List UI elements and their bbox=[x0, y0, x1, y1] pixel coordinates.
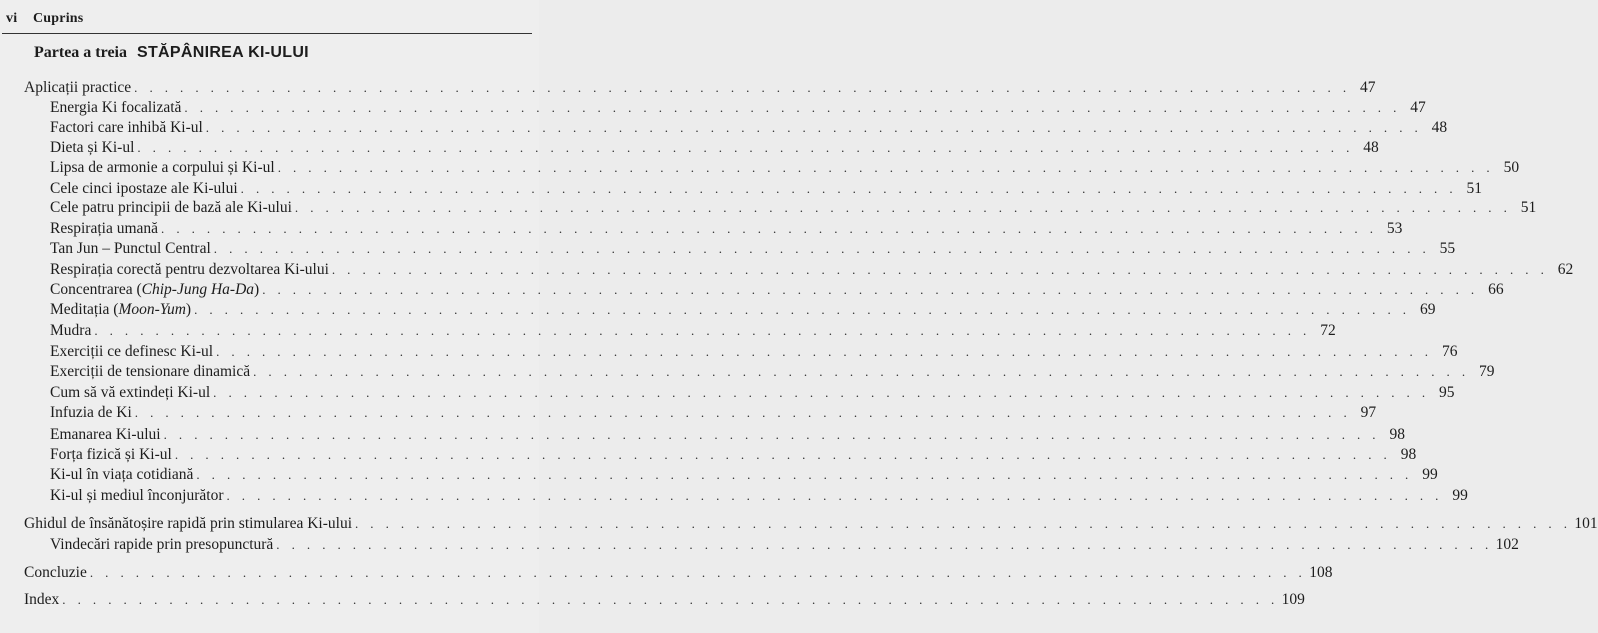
dot-leader: . . . . . . . . . . . . . . . . . . . . . . . . . . . . . . . . . . . . . . . . . . . . . . . . . . . . . . . . . . . . . . . . . . . . . . . . . . . . . . . . bbox=[253, 364, 1470, 379]
dot-leader: . . . . . . . . . . . . . . . . . . . . . . . . . . . . . . . . . . . . . . . . . . . . . . . . . . . . . . . . . . . . . . . . . . . . . . . . . . . . . . . . bbox=[205, 120, 1423, 135]
running-title: Cuprins bbox=[33, 11, 84, 26]
toc-entry-page: 99 bbox=[1422, 466, 1438, 483]
toc-entry-title bbox=[24, 515, 355, 533]
toc-entry-title-text: Respirația umană bbox=[50, 220, 159, 237]
toc-entry-page: 95 bbox=[1439, 384, 1455, 401]
toc-entry-page: 48 bbox=[1363, 139, 1379, 156]
dot-leader: . . . . . . . . . . . . . . . . . . . . . . . . . . . . . . . . . . . . . . . . . . . . . . . . . . . . . . . . . . . . . . . . . . . . . . . . . . . . . . . . bbox=[240, 181, 1458, 196]
toc-entry-page: 51 bbox=[1520, 199, 1537, 216]
toc-entry-page: 51 bbox=[1466, 180, 1483, 197]
toc-entry-title bbox=[50, 363, 253, 381]
dot-leader: . . . . . . . . . . . . . . . . . . . . . . . . . . . . . . . . . . . . . . . . . . . . . . . . . . . . . . . . . . . . . . . . . . . . . . . . . . . . . . . . bbox=[262, 282, 1479, 297]
toc-entry bbox=[50, 384, 1455, 404]
dot-leader: . . . . . . . . . . . . . . . . . . . . . . . . . . . . . . . . . . . . . . . . . . . . . . . . . . . . . . . . . . . . . . . . . . . . . . . . . . . . . . . . bbox=[277, 160, 1495, 175]
toc-entry-title-text: Concluzie bbox=[24, 564, 87, 581]
header-rule bbox=[2, 33, 532, 34]
toc-entry bbox=[50, 426, 1405, 446]
toc-entry-title bbox=[50, 99, 184, 117]
toc-entry-title-text: Cele cinci ipostaze ale Ki-ului bbox=[50, 180, 238, 197]
toc-entry-title bbox=[50, 240, 214, 258]
toc-entry-title bbox=[24, 591, 62, 609]
page-folio: vi bbox=[6, 11, 18, 26]
toc-entry bbox=[50, 404, 1377, 424]
toc-entry-title-text: Ghidul de însănătoșire rapidă prin stimularea Ki-ului bbox=[24, 515, 352, 532]
toc-entry bbox=[50, 446, 1417, 466]
toc-entry-title bbox=[50, 139, 137, 157]
toc-entry-page: 69 bbox=[1419, 301, 1436, 318]
dot-leader: . . . . . . . . . . . . . . . . . . . . . . . . . . . . . . . . . . . . . . . . . . . . . . . . . . . . . . . . . . . . . . . . . . . . . . . . . . . . . . . . bbox=[134, 405, 1352, 420]
toc-entry bbox=[50, 199, 1537, 219]
toc-entry-title bbox=[50, 446, 175, 464]
toc-entry-title-italic: Moon-Yum bbox=[118, 301, 186, 318]
toc-entry-title-text: Mudra bbox=[50, 322, 92, 339]
toc-entry-title bbox=[50, 426, 164, 444]
toc-entry-page: 76 bbox=[1441, 343, 1458, 360]
dot-leader: . . . . . . . . . . . . . . . . . . . . . . . . . . . . . . . . . . . . . . . . . . . . . . . . . . . . . . . . . . . . . . . . . . . . . . . . . . . . . . . . bbox=[226, 488, 1443, 503]
toc-entry-title bbox=[50, 220, 161, 238]
dot-leader: . . . . . . . . . . . . . . . . . . . . . . . . . . . . . . . . . . . . . . . . . . . . . . . . . . . . . . . . . . . . . . . . . . . . . . . . . . . . . . . . bbox=[134, 80, 1351, 95]
toc-entry-title-text: Lipsa de armonie a corpului și Ki-ul bbox=[50, 159, 275, 176]
dot-leader: . . . . . . . . . . . . . . . . . . . . . . . . . . . . . . . . . . . . . . . . . . . . . . . . . . . . . . . . . . . . . . . . . . . . . . . . . . . . . . . . bbox=[194, 302, 1411, 317]
toc-entry-title bbox=[50, 281, 262, 299]
toc-entry-title-text: Exerciții de tensionare dinamică bbox=[50, 363, 251, 380]
toc-entry bbox=[24, 591, 1305, 611]
toc-entry-page: 50 bbox=[1503, 159, 1520, 176]
part-name: STĂPÂNIREA KI-ULUI bbox=[137, 44, 309, 61]
toc-entry-title bbox=[50, 466, 196, 484]
toc-entry bbox=[50, 119, 1448, 139]
dot-leader: . . . . . . . . . . . . . . . . . . . . . . . . . . . . . . . . . . . . . . . . . . . . . . . . . . . . . . . . . . . . . . . . . . . . . . . . . . . . . . . . bbox=[276, 537, 1493, 552]
toc-entry-title-text: Ki-ul și mediul înconjurător bbox=[50, 487, 224, 504]
toc-entry-page: 98 bbox=[1389, 426, 1405, 443]
toc-entry-page: 62 bbox=[1557, 261, 1574, 278]
toc-entry bbox=[50, 301, 1436, 321]
toc-entry-title-text: Ki-ul în viața cotidiană bbox=[50, 466, 194, 483]
toc-entry-title-text: Tan Jun – Punctul Central bbox=[50, 240, 211, 257]
toc-entry-page: 72 bbox=[1320, 322, 1336, 339]
toc-entry-title bbox=[50, 322, 94, 340]
toc-entry-page: 47 bbox=[1410, 99, 1426, 116]
toc-entry-title bbox=[50, 343, 216, 361]
toc-entry bbox=[50, 180, 1483, 200]
toc-entry bbox=[50, 281, 1504, 301]
toc-entry-title-text: Dieta și Ki-ul bbox=[50, 139, 135, 156]
toc-entry-title-suffix: ) bbox=[185, 301, 192, 318]
toc-entry-page: 109 bbox=[1281, 591, 1305, 608]
toc-entry bbox=[50, 363, 1495, 383]
toc-entry-title bbox=[50, 301, 194, 319]
toc-entry bbox=[50, 466, 1438, 486]
toc-entry bbox=[50, 99, 1426, 119]
toc-entry-title bbox=[50, 536, 276, 554]
toc-entry bbox=[24, 79, 1376, 99]
toc-entry-page: 79 bbox=[1478, 363, 1495, 380]
toc-entry-title-text: Forța fizică și Ki-ul bbox=[50, 446, 172, 463]
toc-entry bbox=[50, 487, 1468, 507]
dot-leader: . . . . . . . . . . . . . . . . . . . . . . . . . . . . . . . . . . . . . . . . . . . . . . . . . . . . . . . . . . . . . . . . . . . . . . . . . . . . . . . . bbox=[216, 344, 1433, 359]
toc-entry-title-text: Cele patru principii de bază ale Ki-ului bbox=[50, 199, 292, 216]
toc-entry-title-text: Factori care inhibă Ki-ul bbox=[50, 119, 203, 136]
dot-leader: . . . . . . . . . . . . . . . . . . . . . . . . . . . . . . . . . . . . . . . . . . . . . . . . . . . . . . . . . . . . . . . . . . . . . . . . . . . . . . . . bbox=[213, 385, 1430, 400]
toc-entry bbox=[50, 536, 1519, 556]
toc-entry-page: 47 bbox=[1360, 79, 1376, 96]
toc-entry-title bbox=[50, 159, 278, 177]
toc-entry-title bbox=[50, 180, 241, 198]
dot-leader: . . . . . . . . . . . . . . . . . . . . . . . . . . . . . . . . . . . . . . . . . . . . . . . . . . . . . . . . . . . . . . . . . . . . . . . . . . . . . . . . bbox=[196, 467, 1413, 482]
toc-entry bbox=[50, 322, 1336, 342]
dot-leader: . . . . . . . . . . . . . . . . . . . . . . . . . . . . . . . . . . . . . . . . . . . . . . . . . . . . . . . . . . . . . . . . . . . . . . . . . . . . . . . . bbox=[163, 427, 1380, 442]
dot-leader: . . . . . . . . . . . . . . . . . . . . . . . . . . . . . . . . . . . . . . . . . . . . . . . . . . . . . . . . . . . . . . . . . . . . . . . . . . . . . . . . bbox=[174, 447, 1392, 462]
dot-leader: . . . . . . . . . . . . . . . . . . . . . . . . . . . . . . . . . . . . . . . . . . . . . . . . . . . . . . . . . . . . . . . . . . . . . . . . . . . . . . . . bbox=[294, 200, 1512, 215]
dot-leader: . . . . . . . . . . . . . . . . . . . . . . . . . . . . . . . . . . . . . . . . . . . . . . . . . . . . . . . . . . . . . . . . . . . . . . . . . . . . . . . . bbox=[355, 516, 1572, 531]
toc-entry-page: 55 bbox=[1439, 240, 1456, 257]
toc-entry-title-text: Cum să vă extindeți Ki-ul bbox=[50, 384, 211, 401]
toc-entry-page: 53 bbox=[1386, 220, 1403, 237]
toc-entry-page: 97 bbox=[1360, 404, 1377, 421]
dot-leader: . . . . . . . . . . . . . . . . . . . . . . . . . . . . . . . . . . . . . . . . . . . . . . . . . . . . . . . . . . . . . . . . . . . . . . . . . . . . . . . . bbox=[331, 262, 1549, 277]
toc-entry bbox=[24, 564, 1333, 584]
toc-entry bbox=[50, 139, 1379, 159]
dot-leader: . . . . . . . . . . . . . . . . . . . . . . . . . . . . . . . . . . . . . . . . . . . . . . . . . . . . . . . . . . . . . . . . . . . . . . . . . . . . . . . . bbox=[137, 140, 1354, 155]
toc-entry-title bbox=[50, 119, 206, 137]
toc-entry-title-text: Index bbox=[24, 591, 60, 608]
toc-entry-title-text: Infuzia de Ki bbox=[50, 404, 132, 421]
toc-entry-title-text: Energia Ki focalizată bbox=[50, 99, 182, 116]
toc-entry-page: 66 bbox=[1488, 281, 1504, 298]
toc-entry-page: 98 bbox=[1400, 446, 1417, 463]
toc-entry-title-text: Emanarea Ki-ului bbox=[50, 426, 161, 443]
toc-entry-title bbox=[24, 564, 90, 582]
toc-entry-title-text: Vindecări rapide prin presopunctură bbox=[50, 536, 274, 553]
toc-entry-title bbox=[50, 404, 135, 422]
toc-entry-title-text: Meditația ( bbox=[50, 301, 119, 318]
part-title bbox=[34, 44, 309, 62]
toc-entry-title-italic: Chip-Jung Ha-Da bbox=[141, 281, 255, 298]
toc-entry bbox=[50, 343, 1458, 363]
toc-entry-title-text: Exerciții ce definesc Ki-ul bbox=[50, 343, 214, 360]
toc-entry-title bbox=[50, 487, 226, 505]
toc-entry bbox=[50, 261, 1574, 281]
dot-leader: . . . . . . . . . . . . . . . . . . . . . . . . . . . . . . . . . . . . . . . . . . . . . . . . . . . . . . . . . . . . . . . . . . . . . . . . . . . . . . . . bbox=[94, 323, 1311, 338]
toc-entry-page: 102 bbox=[1495, 536, 1519, 553]
toc-entry-title-text: Aplicații practice bbox=[24, 79, 132, 96]
toc-entry-title bbox=[50, 199, 295, 217]
toc-entry-title bbox=[50, 261, 332, 279]
dot-leader: . . . . . . . . . . . . . . . . . . . . . . . . . . . . . . . . . . . . . . . . . . . . . . . . . . . . . . . . . . . . . . . . . . . . . . . . . . . . . . . . bbox=[213, 241, 1431, 256]
toc-entry bbox=[50, 220, 1403, 240]
dot-leader: . . . . . . . . . . . . . . . . . . . . . . . . . . . . . . . . . . . . . . . . . . . . . . . . . . . . . . . . . . . . . . . . . . . . . . . . . . . . . . . . bbox=[184, 100, 1401, 115]
dot-leader: . . . . . . . . . . . . . . . . . . . . . . . . . . . . . . . . . . . . . . . . . . . . . . . . . . . . . . . . . . . . . . . . . . . . . . . . . . . . . . . . bbox=[62, 592, 1279, 607]
toc-entry bbox=[50, 240, 1456, 260]
dot-leader: . . . . . . . . . . . . . . . . . . . . . . . . . . . . . . . . . . . . . . . . . . . . . . . . . . . . . . . . . . . . . . . . . . . . . . . . . . . . . . . . bbox=[161, 221, 1378, 236]
dot-leader: . . . . . . . . . . . . . . . . . . . . . . . . . . . . . . . . . . . . . . . . . . . . . . . . . . . . . . . . . . . . . . . . . . . . . . . . . . . . . . . . bbox=[89, 565, 1307, 580]
toc-entry-title bbox=[50, 384, 213, 402]
toc-entry-title-text: Respirația corectă pentru dezvoltarea Ki-ului bbox=[50, 261, 329, 278]
part-label: Partea a treia bbox=[34, 44, 127, 61]
toc-entry-title-text: Concentrarea ( bbox=[50, 281, 142, 298]
toc-entry bbox=[50, 159, 1520, 179]
toc-entry-title bbox=[24, 79, 134, 97]
running-head bbox=[6, 11, 83, 27]
toc-entry-page: 48 bbox=[1431, 119, 1448, 136]
toc-entry-title-suffix: ) bbox=[254, 281, 260, 298]
toc-entry-page: 101 bbox=[1574, 515, 1598, 532]
toc-entry bbox=[24, 515, 1598, 535]
toc-entry-page: 108 bbox=[1309, 564, 1333, 581]
toc-entry-page: 99 bbox=[1452, 487, 1468, 504]
